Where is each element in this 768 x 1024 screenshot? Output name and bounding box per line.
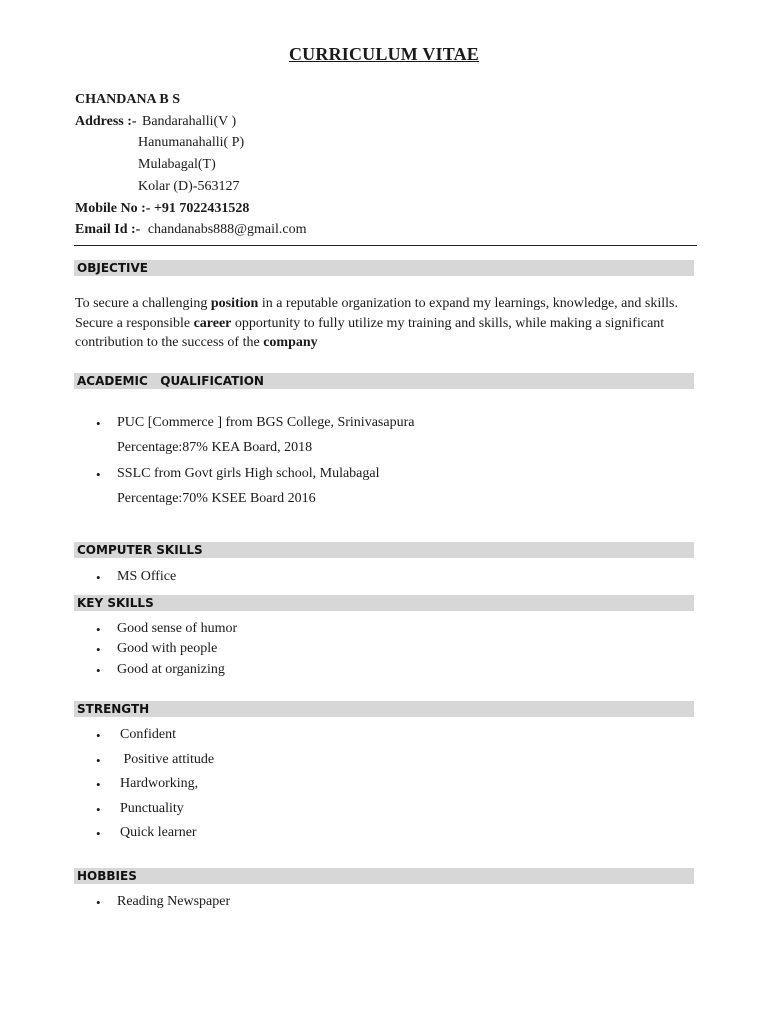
bullet-icon: •: [96, 802, 101, 817]
objective-text-2b: career: [193, 315, 232, 331]
academic-heading-band: [74, 373, 694, 389]
bullet-icon: •: [96, 663, 101, 678]
bullet-icon: •: [96, 826, 101, 841]
bullet-icon: •: [96, 895, 101, 910]
academic-heading: ACADEMIC QUALIFICATION: [77, 374, 264, 388]
strength-item: Confident: [120, 727, 176, 742]
key-skill-item: Good with people: [117, 641, 218, 656]
objective-text-3b: company: [263, 335, 318, 350]
objective-text-3a: contribution to the success of the: [75, 335, 264, 350]
academic-item-2-line-2: Percentage:70% KSEE Board 2016: [117, 491, 316, 506]
hobby-item: Reading Newspaper: [117, 894, 231, 909]
academic-item-1-line-2: Percentage:87% KEA Board, 2018: [117, 440, 313, 455]
strength-heading-band: [74, 701, 694, 717]
bullet-icon: •: [96, 777, 101, 792]
objective-text-2a: Secure a responsible: [75, 315, 194, 331]
key-skills-heading-band: [74, 595, 694, 611]
strength-item: Punctuality: [120, 801, 184, 816]
computer-skills-heading-band: [74, 542, 694, 558]
bullet-icon: •: [96, 570, 101, 585]
address-line-2: Hanumanahalli( P): [138, 135, 245, 150]
email-label: Email Id :-: [75, 222, 141, 237]
objective-text-1a: To secure a challenging: [75, 296, 211, 311]
candidate-name: CHANDANA B S: [75, 92, 181, 107]
bullet-icon: •: [96, 467, 101, 482]
bullet-icon: •: [96, 642, 101, 657]
address-block: [75, 114, 137, 130]
strength-heading: STRENGTH: [77, 702, 150, 716]
computer-skill-item: MS Office: [117, 569, 177, 584]
objective-text-2c: opportunity to fully utilize my training and skills, while making a significant: [231, 315, 665, 331]
objective-heading-band: [74, 260, 694, 276]
bullet-icon: •: [96, 416, 101, 431]
objective-paragraph: [75, 294, 715, 353]
address-line-4: Kolar (D)-563127: [138, 179, 240, 194]
header-divider: [74, 245, 697, 246]
strength-item: Hardworking,: [120, 776, 199, 791]
address-label: Address :-: [75, 114, 137, 129]
mobile-label: Mobile No :-: [75, 201, 151, 216]
mobile-value: +91 7022431528: [153, 201, 250, 216]
strength-item: Quick learner: [120, 825, 197, 840]
objective-heading: OBJECTIVE: [77, 261, 148, 275]
bullet-icon: •: [96, 622, 101, 637]
email-row: [75, 222, 307, 238]
objective-text-1b: position: [210, 296, 259, 311]
key-skills-heading: KEY SKILLS: [77, 596, 154, 610]
academic-item-1-line-1: PUC [Commerce ] from BGS College, Srinivasapura: [117, 415, 415, 430]
mobile-row: [75, 201, 249, 217]
address-line-3: Mulabagal(T): [138, 157, 216, 172]
bullet-icon: •: [96, 728, 101, 743]
hobbies-heading: HOBBIES: [77, 869, 137, 883]
hobbies-heading-band: [74, 868, 694, 884]
address-line-1: Bandarahalli(V ): [142, 114, 237, 129]
key-skill-item: Good at organizing: [117, 662, 225, 677]
strength-item: Positive attitude: [120, 752, 215, 767]
bullet-icon: •: [96, 753, 101, 768]
document-title: CURRICULUM VITAE: [288, 44, 480, 64]
email-value: chandanabs888@gmail.com: [147, 222, 307, 237]
objective-text-1c: in a reputable organization to expand my learnings, knowledge, and skills.: [258, 296, 678, 311]
computer-skills-heading: COMPUTER SKILLS: [77, 543, 203, 557]
academic-item-2-line-1: SSLC from Govt girls High school, Mulabagal: [117, 466, 380, 481]
key-skill-item: Good sense of humor: [117, 621, 238, 636]
